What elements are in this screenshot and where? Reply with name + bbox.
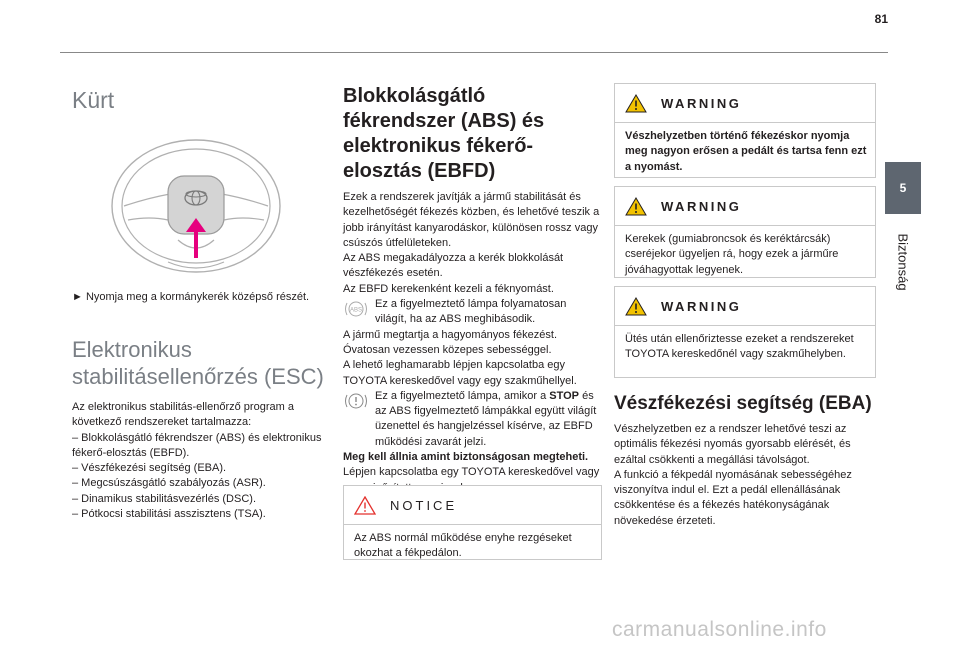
notice-box <box>343 485 602 560</box>
abs-p2: Az ABS megakadályozza a kerék blokkolását vészfékezés esetén. <box>343 252 564 280</box>
stop-label: STOP <box>549 389 580 402</box>
chapter-label: Biztonság <box>895 233 911 291</box>
warning-box-3 <box>614 286 876 378</box>
esc-item: – Megcsúszásgátló szabályozás (ASR). <box>72 477 266 490</box>
esc-title: Elektronikus stabilitásellenőrzés (ESC) <box>72 337 324 389</box>
esc-item: – Blokkolásgátló fékrendszer (ABS) és elektronikus fékerő-elosztás (EBFD). <box>72 431 322 459</box>
warning-box-2 <box>614 186 876 278</box>
warning-title-2: WARNING <box>661 198 742 214</box>
warning-header-3 <box>615 287 875 326</box>
notice-header <box>344 486 601 525</box>
warning-text-2: Kerekek (gumiabroncsok és keréktárcsák) cseréjekor ügyeljen rá, hogy ezek a járműre jóváhagyottak legyenek. <box>625 233 839 276</box>
eba-p2: A funkció a fékpedál nyomásának sebességéhez viszonyítva indul el. Ezt a pedál ellenállásának csökkentése és a fékezés hatékonyságának növekedése érzeteti. <box>614 468 852 527</box>
esc-item: – Pótkocsi stabilitási asszisztens (TSA). <box>72 508 266 521</box>
warning-header-2 <box>615 187 875 226</box>
warning-title-1: WARNING <box>661 95 742 111</box>
horn-text-block <box>72 290 322 305</box>
warning-box-1 <box>614 83 876 178</box>
abs-p9: Meg kell állnia amint biztonságosan megteheti. <box>343 451 589 464</box>
abs-warning-lamp-icon <box>343 297 375 324</box>
warning-title-3: WARNING <box>661 298 742 314</box>
top-rule <box>60 52 888 53</box>
notice-icon <box>354 496 376 515</box>
warning-text-3: Ütés után ellenőriztesse ezeket a rendszereket TOYOTA kereskedőnél vagy szakműhelyben. <box>625 333 854 361</box>
warning-header-1 <box>615 84 875 123</box>
chapter-label-wrap <box>893 222 913 302</box>
abs-p5: A jármű megtartja a hagyományos fékezést. <box>343 328 557 341</box>
brake-warning-lamp-icon <box>343 389 375 416</box>
abs-p8-a: Ez a figyelmeztető lámpa, amikor a <box>375 389 550 402</box>
abs-p3: Az EBFD kerekenként kezeli a féknyomást. <box>343 282 554 295</box>
abs-p6: Óvatosan vezessen közepes sebességgel. <box>343 343 552 356</box>
abs-lamp-label: ABS <box>349 307 363 314</box>
page-number: 81 <box>874 12 888 26</box>
abs-p8 <box>375 389 601 450</box>
esc-section <box>72 336 324 522</box>
notice-title: NOTICE <box>390 497 458 513</box>
horn-instruction: ► Nyomja meg a kormánykerék középső részét. <box>72 291 310 303</box>
notice-text: Az ABS normál működése enyhe rezgéseket okozhat a fékpedálon. <box>354 532 572 560</box>
warning-icon <box>625 197 647 216</box>
warning-icon <box>625 297 647 316</box>
abs-p8-b: és az ABS figyelmeztető lámpákkal együtt világít üzenettel és hangjelzéssel kísérve, az EBFD működési zavarát jelzi. <box>375 389 597 448</box>
warning-text-1: Vészhelyzetben történő fékezéskor nyomja meg nagyon erősen a pedált és tartsa fenn ezt a nyomást. <box>625 130 867 173</box>
abs-p7: A lehető leghamarabb lépjen kapcsolatba egy TOYOTA kereskedővel vagy egy szakműhellyel. <box>343 359 577 387</box>
ebfd-lamp-row <box>343 389 601 450</box>
abs-p1: Ezek a rendszerek javítják a jármű stabilitását és kezelhetőségét fékezés közben, és lehetővé teszik a jobb irányítást kanyarodáskor, különösen rossz vagy csúszós útfelületeken. <box>343 191 600 249</box>
horn-title: Kürt <box>72 87 115 113</box>
eba-section <box>614 391 876 529</box>
horn-section <box>72 86 322 114</box>
eba-title: Vészfékezési segítség (EBA) <box>614 393 872 414</box>
esc-item: – Vészfékezési segítség (EBA). <box>72 462 227 475</box>
chapter-tab[interactable]: 5 <box>885 162 921 214</box>
watermark: carmanualsonline.info <box>612 618 827 641</box>
abs-title: Blokkolásgátló fékrendszer (ABS) és elektronikus fékerő-elosztás (EBFD) <box>343 85 545 182</box>
abs-lamp-row <box>343 297 601 328</box>
steering-wheel-illustration <box>108 136 284 276</box>
esc-intro: Az elektronikus stabilitás-ellenőrző program a következő rendszereket tartalmazza: <box>72 401 294 429</box>
abs-p4: Ez a figyelmeztető lámpa folyamatosan világít, ha az ABS meghibásodik. <box>375 298 567 326</box>
esc-item: – Dinamikus stabilitásvezérlés (DSC). <box>72 492 256 505</box>
eba-p1: Vészhelyzetben ez a rendszer lehetővé teszi az optimális fékezési nyomás gyorsabb elérését, és ezáltal csökkenti a megállási távolságot. <box>614 423 851 466</box>
warning-icon <box>625 94 647 113</box>
abs-section <box>343 84 601 496</box>
abs-p10: Lépjen kapcsolatba egy TOYOTA kereskedővel vagy <box>343 466 600 479</box>
